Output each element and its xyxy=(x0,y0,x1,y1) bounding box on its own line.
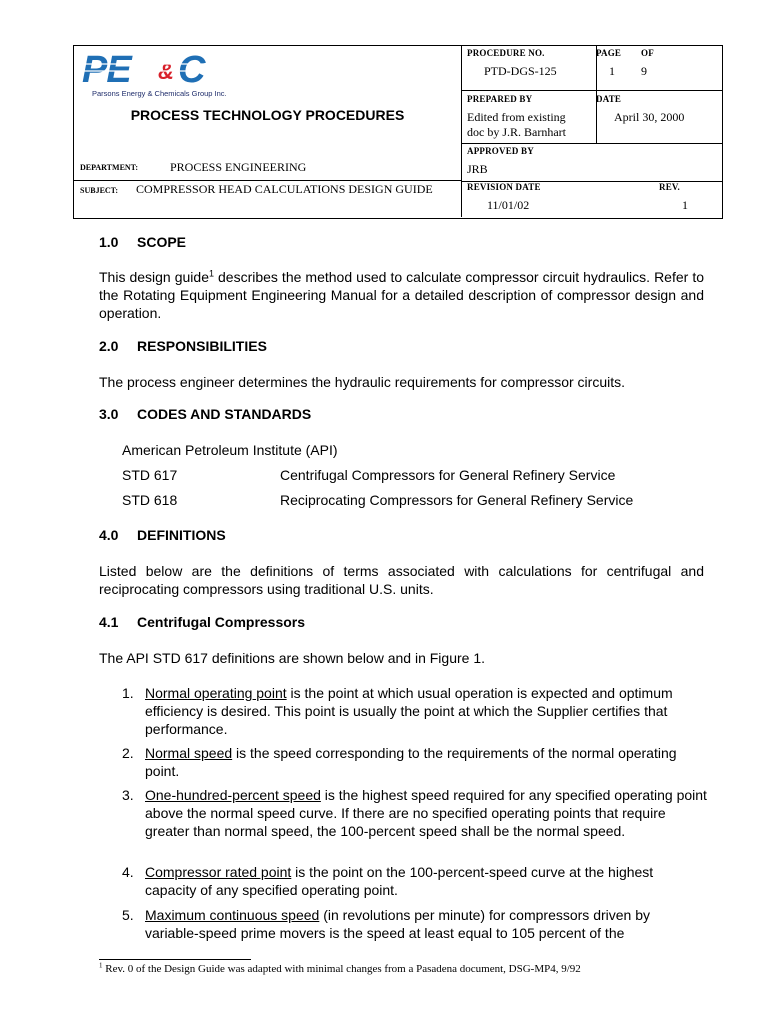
of-label: OF xyxy=(641,48,654,58)
section-number: 3.0 xyxy=(99,406,119,422)
list-item xyxy=(122,906,707,942)
subject-value: COMPRESSOR HEAD CALCULATIONS DESIGN GUIDE xyxy=(136,182,433,196)
centrifugal-paragraph: The API STD 617 definitions are shown below and in Figure 1. xyxy=(99,650,485,666)
defined-term: One-hundred-percent speed xyxy=(145,787,321,803)
section-title: SCOPE xyxy=(137,234,187,250)
svg-text:PE: PE xyxy=(82,51,131,91)
list-item xyxy=(122,744,707,780)
approved-by-label: APPROVED BY xyxy=(467,146,534,156)
list-item xyxy=(122,863,707,899)
defined-term: Normal speed xyxy=(145,745,233,761)
page-number: 1 xyxy=(609,64,615,78)
list-item xyxy=(122,786,707,840)
svg-text:C: C xyxy=(178,51,206,91)
standard-description: Centrifugal Compressors for General Refinery Service xyxy=(280,467,616,483)
list-number: 5. xyxy=(122,907,134,923)
company-name: Parsons Energy & Chemicals Group Inc. xyxy=(92,89,227,98)
svg-text:&: & xyxy=(158,59,174,84)
department-value: PROCESS ENGINEERING xyxy=(170,160,307,174)
footnote-text: Rev. 0 of the Design Guide was adapted with minimal changes from a Pasadena document, DSG-MP4, 9/92 xyxy=(102,963,581,975)
defined-term: Normal operating point xyxy=(145,685,287,701)
responsibilities-paragraph: The process engineer determines the hydraulic requirements for compressor circuits. xyxy=(99,374,626,390)
revision-date-value: 11/01/02 xyxy=(487,198,530,212)
standard-code: STD 618 xyxy=(122,492,178,508)
scope-text-b: describes the method used to calculate compressor circuit hydraulics. Refer to the Rotating Equipment Engineering Manual for a detailed description of compressor design and operation. xyxy=(99,269,704,321)
section-title: Centrifugal Compressors xyxy=(137,614,306,630)
prepared-by-label: PREPARED BY xyxy=(467,94,533,104)
section-title: RESPONSIBILITIES xyxy=(137,338,267,354)
section-heading-codes xyxy=(99,406,311,422)
date-label: DATE xyxy=(596,94,622,104)
procedure-no-value: PTD-DGS-125 xyxy=(484,64,557,78)
list-number: 1. xyxy=(122,685,134,701)
document-title: PROCESS TECHNOLOGY PROCEDURES xyxy=(130,107,405,123)
date-value: April 30, 2000 xyxy=(614,110,685,124)
document-header xyxy=(73,45,723,219)
definition-text: is the point on the 100-percent-speed curve at the highest capacity of any specified operating point. xyxy=(145,864,654,898)
scope-text-a: This design guide xyxy=(99,269,209,285)
defined-term: Compressor rated point xyxy=(145,864,292,880)
company-logo xyxy=(82,51,297,96)
scope-paragraph xyxy=(99,268,704,322)
defined-term: Maximum continuous speed xyxy=(145,907,320,923)
footnote-mark: 1 xyxy=(99,961,103,970)
definitions-paragraph: Listed below are the definitions of terms associated with calculations for centrifugal and reciprocating compressors using traditional U.S. units. xyxy=(99,563,704,597)
department-label: DEPARTMENT: xyxy=(80,163,139,172)
section-number: 2.0 xyxy=(99,338,119,354)
definition-text: (in revolutions per minute) for compressors driven by variable-speed prime movers is the speed at least equal to 105 percent of the xyxy=(145,907,650,941)
definition-text: is the highest speed required for any specified operating point above the normal speed curve. If there are no specified operating points that require greater than normal speed, the 100-percent speed shall be the normal speed. xyxy=(145,787,707,839)
section-number: 4.1 xyxy=(99,614,119,630)
standards-organization: American Petroleum Institute (API) xyxy=(122,442,338,458)
section-heading-responsibilities xyxy=(99,338,267,354)
section-heading-definitions xyxy=(99,527,226,543)
standard-description: Reciprocating Compressors for General Refinery Service xyxy=(280,492,634,508)
footnote-divider xyxy=(99,959,251,960)
rev-value: 1 xyxy=(682,198,688,212)
revision-date-label: REVISION DATE xyxy=(467,182,541,192)
list-number: 4. xyxy=(122,864,134,880)
prepared-by-line2: doc by J.R. Barnhart xyxy=(467,125,566,139)
prepared-by-line1: Edited from existing xyxy=(467,110,566,124)
section-number: 4.0 xyxy=(99,527,119,543)
section-title: DEFINITIONS xyxy=(137,527,226,543)
section-heading-scope xyxy=(99,234,186,250)
section-number: 1.0 xyxy=(99,234,119,250)
page-label: PAGE xyxy=(596,48,622,58)
section-title: CODES AND STANDARDS xyxy=(137,406,312,422)
pec-logo-mark xyxy=(82,51,297,91)
footnote xyxy=(99,963,581,975)
footnote-ref[interactable]: 1 xyxy=(208,268,214,279)
procedure-no-label: PROCEDURE NO. xyxy=(467,48,545,58)
approved-by-value: JRB xyxy=(467,162,488,176)
rev-label: REV. xyxy=(659,182,680,192)
list-number: 3. xyxy=(122,787,134,803)
standard-code: STD 617 xyxy=(122,467,178,483)
definition-text: is the speed corresponding to the requirements of the normal operating point. xyxy=(145,745,677,779)
list-item xyxy=(122,684,707,738)
subject-label: SUBJECT: xyxy=(80,186,119,195)
list-number: 2. xyxy=(122,745,134,761)
page-total: 9 xyxy=(641,64,647,78)
subsection-heading-centrifugal xyxy=(99,614,305,630)
definition-text: is the point at which usual operation is expected and optimum efficiency is desired. This point is usually the point at which the Supplier certifies that performance. xyxy=(145,685,673,737)
